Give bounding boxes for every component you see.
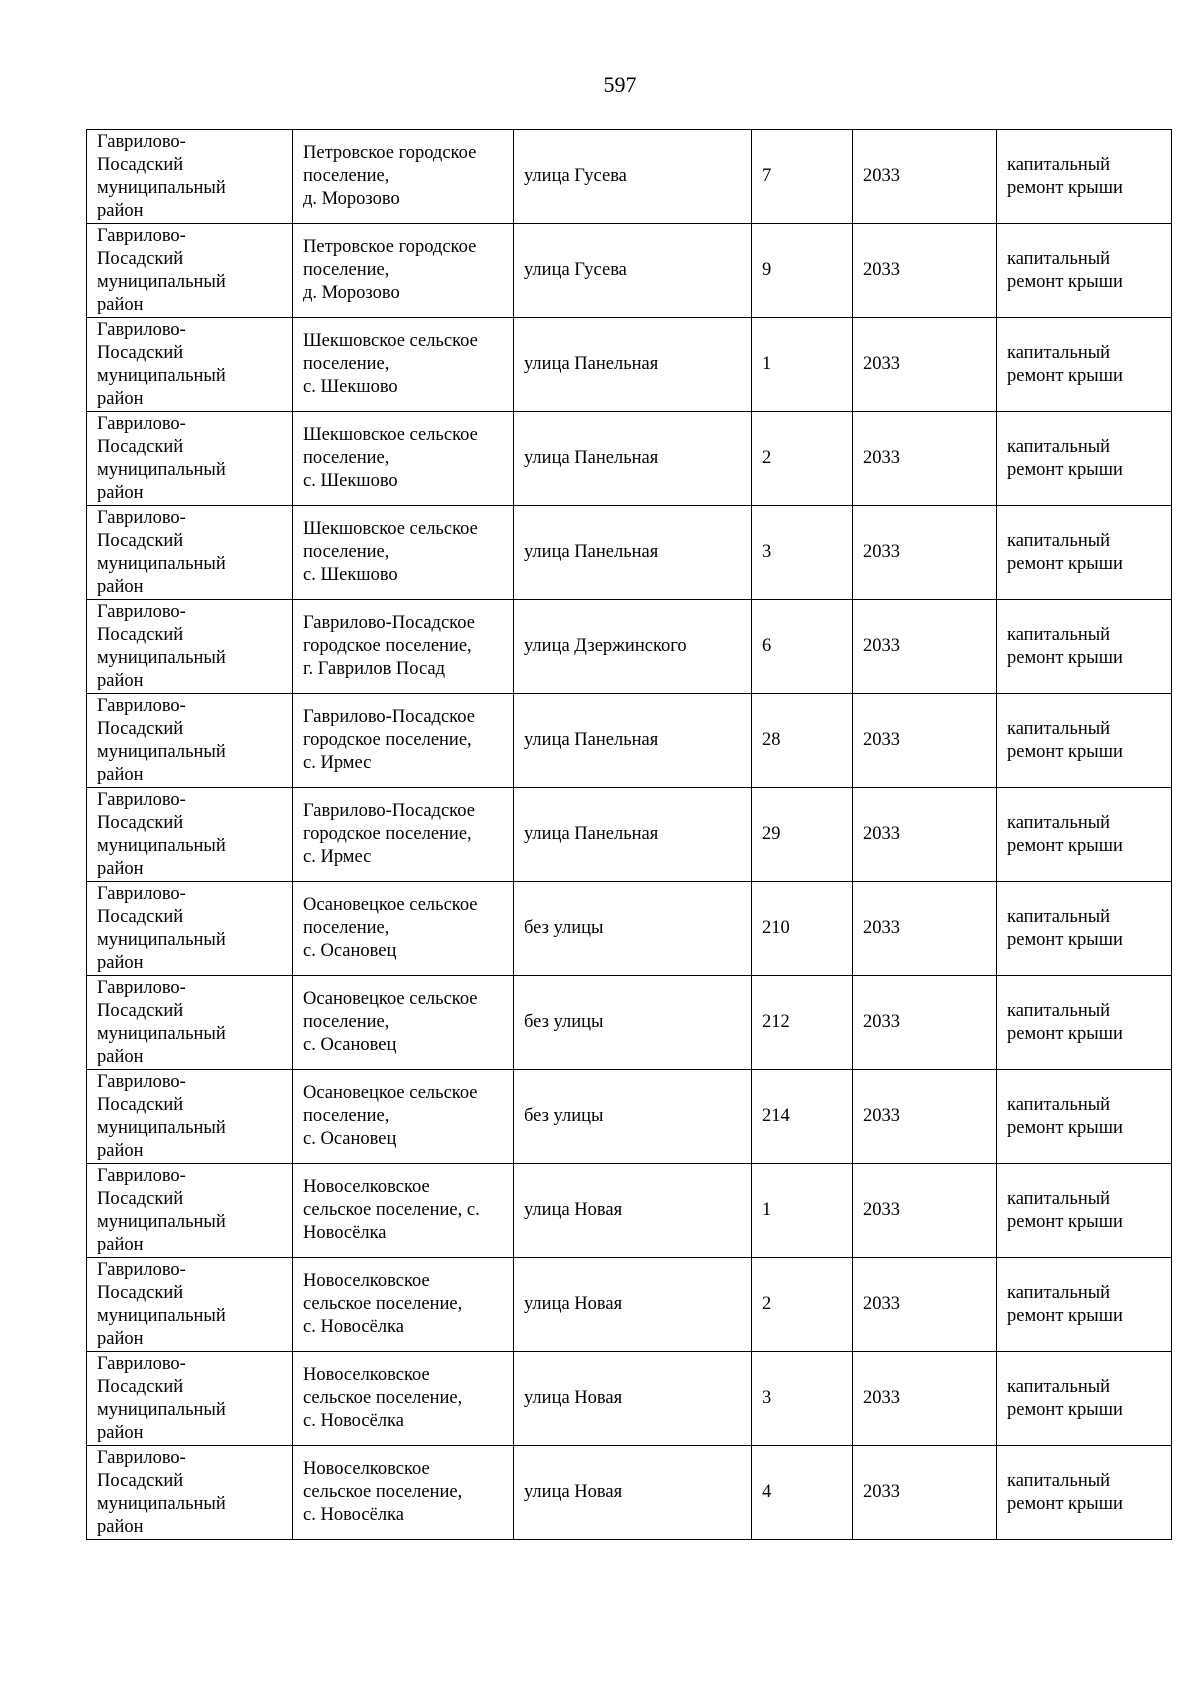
year-cell: 2033: [853, 1164, 997, 1258]
house-number-cell: 2: [752, 412, 853, 506]
table-row: [87, 694, 1172, 788]
year-cell: 2033: [853, 882, 997, 976]
table-row: [87, 130, 1172, 224]
street-cell: улица Новая: [514, 1164, 752, 1258]
house-number-cell: 29: [752, 788, 853, 882]
work-type-cell: капитальный ремонт крыши: [997, 1352, 1172, 1446]
year-cell: 2033: [853, 976, 997, 1070]
work-type-cell: капитальный ремонт крыши: [997, 1164, 1172, 1258]
table-row: [87, 1446, 1172, 1540]
year-cell: 2033: [853, 1258, 997, 1352]
year-cell: 2033: [853, 694, 997, 788]
house-number-cell: 4: [752, 1446, 853, 1540]
work-type-cell: капитальный ремонт крыши: [997, 976, 1172, 1070]
house-number-cell: 9: [752, 224, 853, 318]
work-type-cell: капитальный ремонт крыши: [997, 1070, 1172, 1164]
house-number-cell: 1: [752, 1164, 853, 1258]
table-row: [87, 788, 1172, 882]
house-number-cell: 212: [752, 976, 853, 1070]
settlement-cell: Новоселковское сельское поселение, с. Новосёлка: [293, 1258, 514, 1352]
work-type-cell: капитальный ремонт крыши: [997, 224, 1172, 318]
district-cell: Гаврилово- Посадский муниципальный район: [87, 224, 293, 318]
table-row: [87, 976, 1172, 1070]
settlement-cell: Гаврилово-Посадское городское поселение, г. Гаврилов Посад: [293, 600, 514, 694]
settlement-cell: Шекшовское сельское поселение, с. Шекшово: [293, 506, 514, 600]
district-cell: Гаврилово- Посадский муниципальный район: [87, 1352, 293, 1446]
street-cell: без улицы: [514, 882, 752, 976]
work-type-cell: капитальный ремонт крыши: [997, 788, 1172, 882]
table-row: [87, 318, 1172, 412]
work-type-cell: капитальный ремонт крыши: [997, 130, 1172, 224]
work-type-cell: капитальный ремонт крыши: [997, 600, 1172, 694]
settlement-cell: Гаврилово-Посадское городское поселение, с. Ирмес: [293, 694, 514, 788]
street-cell: улица Панельная: [514, 788, 752, 882]
table-row: [87, 882, 1172, 976]
street-cell: улица Гусева: [514, 130, 752, 224]
house-number-cell: 214: [752, 1070, 853, 1164]
street-cell: улица Новая: [514, 1352, 752, 1446]
house-number-cell: 3: [752, 506, 853, 600]
year-cell: 2033: [853, 506, 997, 600]
street-cell: улица Новая: [514, 1446, 752, 1540]
street-cell: улица Панельная: [514, 694, 752, 788]
settlement-cell: Шекшовское сельское поселение, с. Шекшово: [293, 318, 514, 412]
table-row: [87, 600, 1172, 694]
year-cell: 2033: [853, 788, 997, 882]
district-cell: Гаврилово- Посадский муниципальный район: [87, 130, 293, 224]
district-cell: Гаврилово- Посадский муниципальный район: [87, 318, 293, 412]
work-type-cell: капитальный ремонт крыши: [997, 412, 1172, 506]
district-cell: Гаврилово- Посадский муниципальный район: [87, 506, 293, 600]
table-row: [87, 1258, 1172, 1352]
repair-schedule-table: [86, 129, 1172, 1540]
street-cell: без улицы: [514, 976, 752, 1070]
settlement-cell: Новоселковское сельское поселение, с. Новосёлка: [293, 1352, 514, 1446]
year-cell: 2033: [853, 130, 997, 224]
year-cell: 2033: [853, 1352, 997, 1446]
year-cell: 2033: [853, 318, 997, 412]
house-number-cell: 28: [752, 694, 853, 788]
house-number-cell: 6: [752, 600, 853, 694]
work-type-cell: капитальный ремонт крыши: [997, 882, 1172, 976]
district-cell: Гаврилово- Посадский муниципальный район: [87, 600, 293, 694]
house-number-cell: 7: [752, 130, 853, 224]
table-row: [87, 506, 1172, 600]
settlement-cell: Петровское городское поселение, д. Морозово: [293, 224, 514, 318]
page-number: 597: [603, 72, 637, 97]
year-cell: 2033: [853, 600, 997, 694]
work-type-cell: капитальный ремонт крыши: [997, 1446, 1172, 1540]
work-type-cell: капитальный ремонт крыши: [997, 318, 1172, 412]
table-row: [87, 1164, 1172, 1258]
district-cell: Гаврилово- Посадский муниципальный район: [87, 1164, 293, 1258]
work-type-cell: капитальный ремонт крыши: [997, 1258, 1172, 1352]
district-cell: Гаврилово- Посадский муниципальный район: [87, 412, 293, 506]
district-cell: Гаврилово- Посадский муниципальный район: [87, 1258, 293, 1352]
settlement-cell: Осановецкое сельское поселение, с. Осановец: [293, 1070, 514, 1164]
settlement-cell: Новоселковское сельское поселение, с. Новосёлка: [293, 1446, 514, 1540]
settlement-cell: Гаврилово-Посадское городское поселение, с. Ирмес: [293, 788, 514, 882]
house-number-cell: 3: [752, 1352, 853, 1446]
house-number-cell: 210: [752, 882, 853, 976]
work-type-cell: капитальный ремонт крыши: [997, 694, 1172, 788]
house-number-cell: 2: [752, 1258, 853, 1352]
table-row: [87, 1070, 1172, 1164]
year-cell: 2033: [853, 412, 997, 506]
street-cell: без улицы: [514, 1070, 752, 1164]
district-cell: Гаврилово- Посадский муниципальный район: [87, 1070, 293, 1164]
settlement-cell: Осановецкое сельское поселение, с. Осановец: [293, 882, 514, 976]
house-number-cell: 1: [752, 318, 853, 412]
work-type-cell: капитальный ремонт крыши: [997, 506, 1172, 600]
street-cell: улица Дзержинского: [514, 600, 752, 694]
district-cell: Гаврилово- Посадский муниципальный район: [87, 882, 293, 976]
table-row: [87, 224, 1172, 318]
settlement-cell: Шекшовское сельское поселение, с. Шекшово: [293, 412, 514, 506]
district-cell: Гаврилово- Посадский муниципальный район: [87, 788, 293, 882]
district-cell: Гаврилово- Посадский муниципальный район: [87, 1446, 293, 1540]
street-cell: улица Гусева: [514, 224, 752, 318]
street-cell: улица Новая: [514, 1258, 752, 1352]
district-cell: Гаврилово- Посадский муниципальный район: [87, 694, 293, 788]
year-cell: 2033: [853, 1446, 997, 1540]
table-row: [87, 412, 1172, 506]
street-cell: улица Панельная: [514, 412, 752, 506]
street-cell: улица Панельная: [514, 506, 752, 600]
settlement-cell: Осановецкое сельское поселение, с. Осановец: [293, 976, 514, 1070]
table-row: [87, 1352, 1172, 1446]
settlement-cell: Петровское городское поселение, д. Морозово: [293, 130, 514, 224]
district-cell: Гаврилово- Посадский муниципальный район: [87, 976, 293, 1070]
table-body: [87, 130, 1172, 1540]
street-cell: улица Панельная: [514, 318, 752, 412]
year-cell: 2033: [853, 1070, 997, 1164]
year-cell: 2033: [853, 224, 997, 318]
settlement-cell: Новоселковское сельское поселение, с. Новосёлка: [293, 1164, 514, 1258]
